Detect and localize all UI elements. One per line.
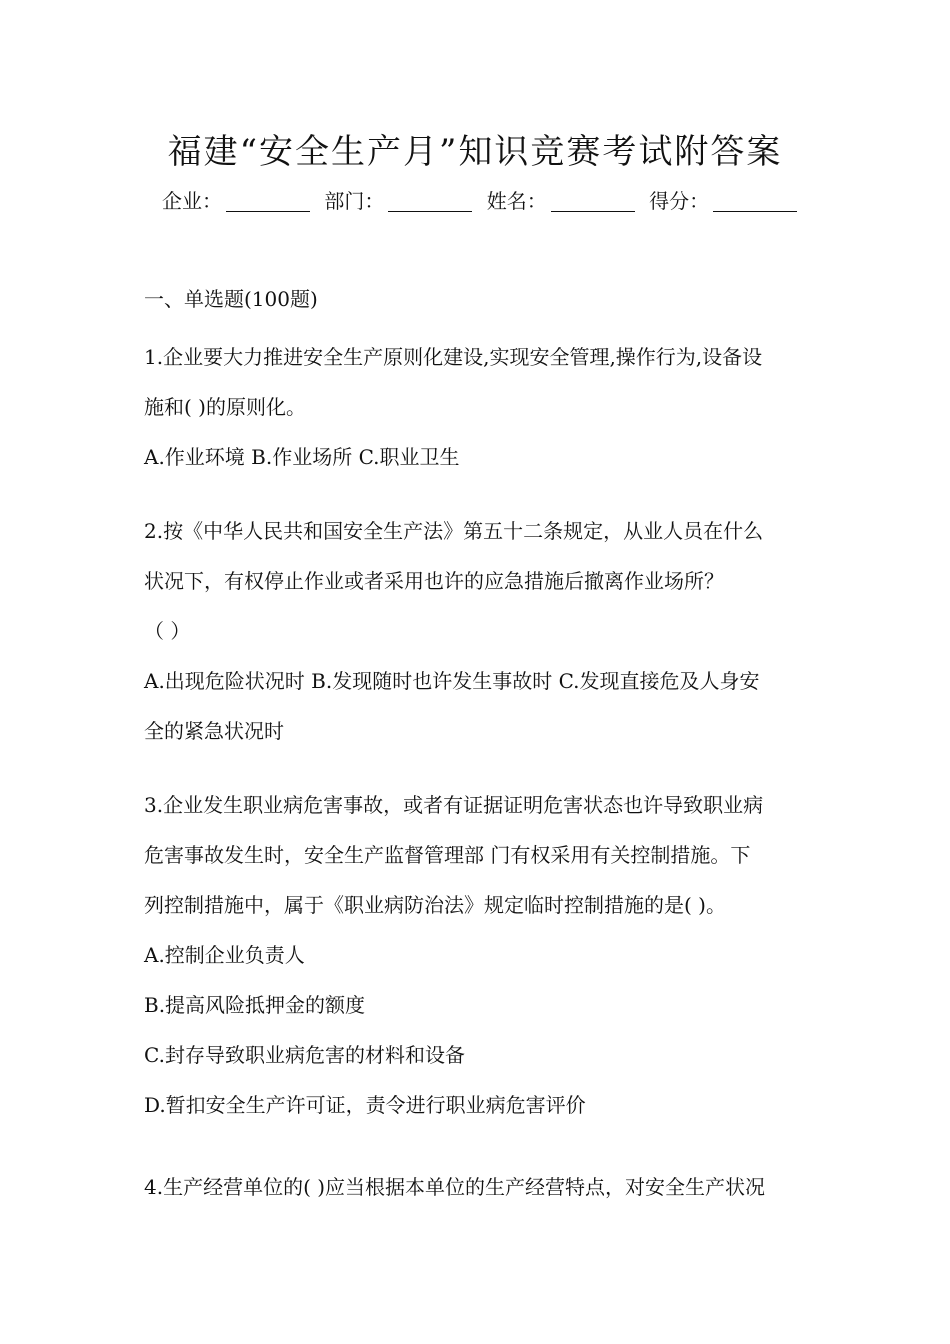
question-option: C.封存导致职业病危害的材料和设备 bbox=[144, 1043, 465, 1067]
question-2 bbox=[144, 506, 810, 756]
company-blank bbox=[226, 189, 310, 212]
department-label: 部门： bbox=[324, 189, 385, 213]
document-title: 福建“安全生产月”知识竞赛考试附答案 bbox=[167, 132, 783, 172]
question-3 bbox=[144, 780, 810, 1130]
question-stem-line: 3.企业发生职业病危害事故，或者有证据证明危害状态也许导致职业病 bbox=[144, 793, 764, 817]
company-label: 企业： bbox=[162, 189, 222, 213]
question-stem-line: 施和( )的原则化。 bbox=[144, 395, 306, 419]
question-option: D.暂扣安全生产许可证，责令进行职业病危害评价 bbox=[144, 1093, 586, 1117]
question-stem-line: 1.企业要大力推进安全生产原则化建设,实现安全管理,操作行为,设备设 bbox=[144, 345, 763, 369]
name-blank bbox=[551, 189, 635, 212]
question-stem-line: 列控制措施中，属于《职业病防治法》规定临时控制措施的是( )。 bbox=[144, 893, 726, 917]
question-stem-line: 危害事故发生时，安全生产监督管理部 门有权采用有关控制措施。下 bbox=[144, 843, 751, 867]
score-blank bbox=[713, 189, 797, 212]
name-label: 姓名： bbox=[486, 189, 547, 213]
question-stem-line: 4.生产经营单位的( )应当根据本单位的生产经营特点，对安全生产状况 bbox=[144, 1175, 766, 1199]
score-field bbox=[649, 189, 797, 213]
question-4 bbox=[144, 1162, 810, 1212]
question-option: A.作业环境 B.作业场所 C.职业卫生 bbox=[144, 445, 460, 469]
score-label: 得分： bbox=[649, 189, 710, 213]
document-body bbox=[144, 282, 810, 1212]
exam-info-row bbox=[162, 184, 805, 218]
question-stem-line: 状况下，有权停止作业或者采用也许的应急措施后撤离作业场所？ bbox=[144, 569, 724, 593]
department-field bbox=[324, 189, 472, 213]
question-stem-line: 2.按《中华人民共和国安全生产法》第五十二条规定，从业人员在什么 bbox=[144, 519, 764, 543]
name-field bbox=[487, 189, 635, 213]
question-option: 全的紧急状况时 bbox=[144, 719, 284, 743]
question-stem-line: （ ） bbox=[144, 619, 191, 643]
question-option: A.控制企业负责人 bbox=[144, 943, 305, 967]
department-blank bbox=[388, 189, 472, 212]
question-option: B.提高风险抵押金的额度 bbox=[144, 993, 366, 1017]
question-option: A.出现危险状况时 B.发现随时也许发生事故时 C.发现直接危及人身安 bbox=[144, 669, 760, 693]
section-heading: 一、单选题(100题) bbox=[144, 287, 318, 311]
question-1 bbox=[144, 332, 810, 482]
company-field bbox=[162, 189, 310, 213]
